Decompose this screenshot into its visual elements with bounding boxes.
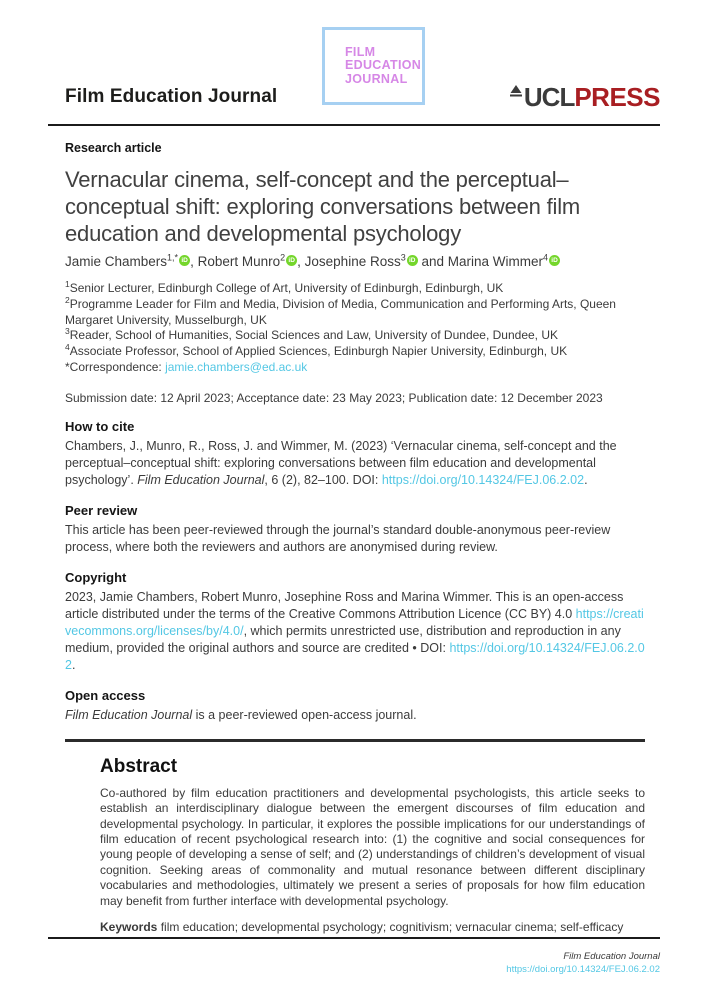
open-access-journal-name: Film Education Journal — [65, 707, 193, 722]
keywords-line — [100, 920, 645, 934]
article-title: Vernacular cinema, self-concept and the perceptual–conceptual shift: exploring conversations between film education and developmental psychology — [65, 167, 581, 246]
affiliation-marker: 4 — [65, 342, 70, 353]
logo-line-2: EDUCATION — [345, 58, 422, 73]
author-name: Jamie Chambers — [65, 254, 168, 269]
copyright-segment: , which permits unrestricted use, distribution and reproduction in any medium, provided the original authors and source are credited • DOI: — [65, 623, 621, 655]
abstract-divider — [65, 739, 645, 742]
logo-line-1: FILM — [345, 44, 376, 59]
author-affil-marker: 3 — [400, 252, 406, 263]
logo-line-3: JOURNAL — [345, 71, 408, 86]
affiliation-line — [65, 344, 645, 360]
keywords-label: Keywords — [100, 920, 158, 935]
article-type-label: Research article — [65, 141, 162, 155]
ucl-press-logo — [510, 84, 660, 110]
cite-journal-name: Film Education Journal — [137, 472, 265, 487]
author-separator: , — [297, 254, 305, 269]
header-divider — [48, 124, 660, 126]
page-footer — [506, 951, 660, 976]
author-name: Robert Munro — [197, 254, 281, 269]
cite-text: Chambers, J., Munro, R., Ross, J. and Wimmer, M. (2023) ‘Vernacular cinema, self-concept and the perceptual–conceptual shift: exploring conversations between film education and developmental psychology’. — [65, 438, 617, 487]
footer-divider — [48, 937, 660, 939]
correspondence-label: *Correspondence: — [65, 359, 166, 374]
footer-journal-name: Film Education Journal — [563, 951, 660, 962]
affiliation-marker: 1 — [65, 279, 70, 289]
author-name: Marina Wimmer — [447, 254, 544, 269]
article-main — [65, 141, 645, 934]
article-dates: Submission date: 12 April 2023; Acceptance date: 23 May 2023; Publication date: 12 December 2023 — [65, 390, 603, 405]
orcid-icon[interactable]: iD — [549, 255, 560, 266]
copyright-heading: Copyright — [65, 569, 127, 585]
author-name: Josephine Ross — [304, 254, 401, 269]
peer-review-heading: Peer review — [65, 502, 138, 518]
film-education-journal-logo — [322, 27, 425, 105]
author-affil-marker: 4 — [543, 252, 549, 263]
cite-doi-link[interactable]: https://doi.org/10.14324/FEJ.06.2.02 — [381, 472, 585, 487]
abstract-block — [100, 756, 645, 934]
copyright-segment: 2023, Jamie Chambers, Robert Munro, Josephine Ross and Marina Wimmer. This is an open-access article distributed under the terms of the Creative Commons Attribution Licence (CC BY) 4.0 — [65, 589, 624, 621]
author-separator: and — [417, 254, 448, 269]
affiliation-line — [65, 281, 645, 297]
affiliation-line — [65, 294, 645, 329]
correspondence-line — [65, 360, 645, 376]
affiliation-text: Senior Lecturer, Edinburgh College of Art, University of Edinburgh, Edinburgh, UK — [69, 281, 504, 295]
affiliations-block — [65, 281, 645, 376]
author-affil-marker: 2 — [280, 252, 286, 263]
open-access-text — [65, 707, 645, 724]
copyright-text — [65, 589, 645, 674]
author-line — [65, 254, 645, 269]
affiliation-text: Programme Leader for Film and Media, Division of Media, Communication and Performing Arts, Queen Margaret University, Musselburgh, UK — [65, 296, 616, 327]
affiliation-line — [65, 328, 645, 344]
copyright-doi-link[interactable]: https://doi.org/10.14324/FEJ.06.2.02 — [65, 640, 645, 672]
keywords-text: film education; developmental psychology; cognitivism; vernacular cinema; self-efficacy — [157, 920, 624, 935]
page-header — [47, 24, 660, 112]
affiliation-marker: 3 — [65, 326, 70, 337]
cc-licence-link[interactable]: https://creativecommons.org/licenses/by/4.0/ — [65, 606, 644, 638]
peer-review-text: This article has been peer-reviewed through the journal’s standard double-anonymous peer-review process, where both the reviewers and authors are anonymised during review. — [65, 522, 611, 554]
abstract-heading: Abstract — [100, 755, 178, 777]
affiliation-marker: 2 — [65, 294, 70, 305]
press-text: PRESS — [574, 82, 660, 112]
abstract-text: Co-authored by film education practitioners and developmental psychologists, this article seeks to establish an interdisciplinary dialogue between the emergent discourses of film education and developmental psychology. In particular, it explores the possible implications for our understandings of film education of recent psychological research into: (1) the cognitive and social consequences for young people of developing a sense of self; and (2) understandings of children’s development of visual cognition. Seeking areas of commonality and mutual resonance between different disciplinary vocabularies and methodologies, ultimately we present a series of proposals for how film education may benefit from further interface with developmental psychology. — [100, 785, 645, 908]
affiliation-text: Associate Professor, School of Applied Sciences, Edinburgh Napier University, Edinburgh, UK — [69, 344, 568, 359]
author-separator: , — [190, 254, 198, 269]
ucl-dome-icon — [510, 85, 522, 104]
orcid-icon[interactable]: iD — [179, 255, 190, 266]
how-to-cite-heading: How to cite — [65, 418, 135, 434]
open-access-heading: Open access — [65, 687, 146, 703]
ucl-text: UCL — [523, 82, 575, 112]
cite-text: , 6 (2), 82–100. DOI: — [264, 472, 382, 487]
correspondence-email-link[interactable]: jamie.chambers@ed.ac.uk — [165, 359, 308, 374]
open-access-segment: is a peer-reviewed open-access journal. — [192, 707, 417, 722]
author-affil-marker: 1,* — [167, 252, 179, 263]
how-to-cite-text — [65, 438, 645, 489]
cite-text: . — [584, 472, 588, 487]
footer-doi-link[interactable]: https://doi.org/10.14324/FEJ.06.2.02 — [506, 963, 660, 975]
journal-name: Film Education Journal — [65, 86, 278, 107]
orcid-icon[interactable]: iD — [286, 255, 297, 266]
copyright-segment: . — [71, 657, 76, 672]
orcid-icon[interactable]: iD — [407, 255, 418, 266]
affiliation-text: Reader, School of Humanities, Social Sciences and Law, University of Dundee, Dundee, UK — [69, 328, 559, 343]
